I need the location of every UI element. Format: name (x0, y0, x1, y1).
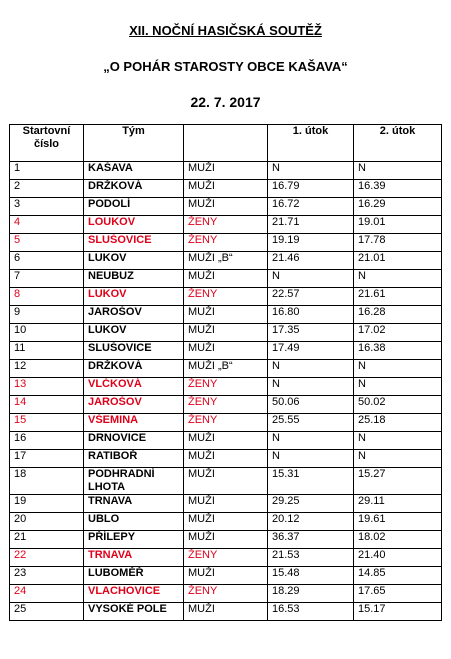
team-name-cell: KAŠAVA (84, 162, 184, 180)
attempt-1-cell: 29.25 (268, 495, 354, 513)
team-name-cell: UBLO (84, 513, 184, 531)
table-header-row (10, 125, 442, 162)
table-row (10, 324, 442, 342)
attempt-1-cell: N (268, 378, 354, 396)
attempt-1-cell: 20.12 (268, 513, 354, 531)
attempt-1-cell: 22.57 (268, 288, 354, 306)
attempt-1-cell: N (268, 270, 354, 288)
attempt-1-cell: N (268, 450, 354, 468)
category-cell: MUŽI (184, 432, 268, 450)
start-number-cell: 14 (10, 396, 84, 414)
team-name-cell: LUKOV (84, 324, 184, 342)
start-number-cell: 23 (10, 567, 84, 585)
start-number-cell: 15 (10, 414, 84, 432)
team-name-cell: JAROŠOV (84, 396, 184, 414)
attempt-2-cell: 50.02 (354, 396, 442, 414)
start-number-cell: 9 (10, 306, 84, 324)
start-number-cell: 3 (10, 198, 84, 216)
category-cell: MUŽI (184, 603, 268, 621)
start-number-cell: 17 (10, 450, 84, 468)
start-number-cell: 4 (10, 216, 84, 234)
table-row (10, 216, 442, 234)
attempt-1-cell: 18.29 (268, 585, 354, 603)
attempt-1-cell: 16.80 (268, 306, 354, 324)
attempt-1-cell: 21.71 (268, 216, 354, 234)
attempt-2-cell: 17.65 (354, 585, 442, 603)
header-attempt-1: 1. útok (268, 125, 354, 162)
start-number-cell: 11 (10, 342, 84, 360)
category-cell: MUŽI (184, 513, 268, 531)
attempt-2-cell: 21.01 (354, 252, 442, 270)
team-name-cell: LOUKOV (84, 216, 184, 234)
category-cell: MUŽI (184, 306, 268, 324)
table-row (10, 432, 442, 450)
start-number-cell: 18 (10, 468, 84, 495)
attempt-2-cell: 25.18 (354, 414, 442, 432)
attempt-2-cell: N (354, 378, 442, 396)
table-row (10, 450, 442, 468)
category-cell: ŽENY (184, 396, 268, 414)
table-row (10, 468, 442, 495)
attempt-2-cell: 21.40 (354, 549, 442, 567)
category-cell: ŽENY (184, 288, 268, 306)
category-cell: ŽENY (184, 414, 268, 432)
start-number-cell: 21 (10, 531, 84, 549)
team-name-cell: PŘÍLEPY (84, 531, 184, 549)
header-team: Tým (84, 125, 184, 162)
table-row (10, 396, 442, 414)
team-name-cell: RATIBOŘ (84, 450, 184, 468)
category-cell: ŽENY (184, 378, 268, 396)
competition-subtitle: „O POHÁR STAROSTY OBCE KAŠAVA“ (103, 59, 348, 74)
start-number-cell: 24 (10, 585, 84, 603)
results-table (9, 124, 442, 621)
team-name-cell: DRNOVICE (84, 432, 184, 450)
team-name-cell: SLUŠOVICE (84, 234, 184, 252)
category-cell: MUŽI (184, 324, 268, 342)
attempt-2-cell: 17.78 (354, 234, 442, 252)
team-name-cell: DRŽKOVÁ (84, 180, 184, 198)
category-cell: ŽENY (184, 549, 268, 567)
team-name-cell: TRNAVA (84, 495, 184, 513)
attempt-2-cell: 21.61 (354, 288, 442, 306)
table-row (10, 585, 442, 603)
table-row (10, 495, 442, 513)
category-cell: ŽENY (184, 216, 268, 234)
attempt-1-cell: 21.46 (268, 252, 354, 270)
attempt-2-cell: 19.61 (354, 513, 442, 531)
table-row (10, 342, 442, 360)
attempt-1-cell: 21.53 (268, 549, 354, 567)
table-row (10, 234, 442, 252)
start-number-cell: 7 (10, 270, 84, 288)
team-name-cell: VLACHOVICE (84, 585, 184, 603)
start-number-cell: 2 (10, 180, 84, 198)
category-cell: MUŽI (184, 495, 268, 513)
attempt-2-cell: 16.29 (354, 198, 442, 216)
attempt-1-cell: 36.37 (268, 531, 354, 549)
table-row (10, 603, 442, 621)
attempt-2-cell: 16.28 (354, 306, 442, 324)
attempt-2-cell: 14.85 (354, 567, 442, 585)
attempt-1-cell: 15.31 (268, 468, 354, 495)
attempt-2-cell: 15.27 (354, 468, 442, 495)
table-row (10, 414, 442, 432)
attempt-2-cell: 16.38 (354, 342, 442, 360)
attempt-1-cell: 16.53 (268, 603, 354, 621)
competition-date: 22. 7. 2017 (190, 94, 261, 110)
table-row (10, 567, 442, 585)
category-cell: MUŽI (184, 567, 268, 585)
team-name-cell: PODHRADNÍ LHOTA (84, 468, 184, 495)
team-name-cell: TRNAVA (84, 549, 184, 567)
category-cell: ŽENY (184, 585, 268, 603)
start-number-cell: 8 (10, 288, 84, 306)
attempt-2-cell: N (354, 432, 442, 450)
table-row (10, 513, 442, 531)
start-number-cell: 19 (10, 495, 84, 513)
start-number-cell: 13 (10, 378, 84, 396)
category-cell: MUŽI (184, 531, 268, 549)
category-cell: MUŽI (184, 162, 268, 180)
team-name-cell: SLUŠOVICE (84, 342, 184, 360)
team-name-cell: JAROŠOV (84, 306, 184, 324)
attempt-2-cell: 15.17 (354, 603, 442, 621)
table-row (10, 252, 442, 270)
team-name-cell: VYSOKÉ POLE (84, 603, 184, 621)
attempt-1-cell: 16.72 (268, 198, 354, 216)
category-cell: MUŽI (184, 180, 268, 198)
attempt-1-cell: 17.35 (268, 324, 354, 342)
attempt-1-cell: 17.49 (268, 342, 354, 360)
team-name-cell: DRŽKOVÁ (84, 360, 184, 378)
header-start-number: Startovní číslo (10, 125, 84, 162)
attempt-2-cell: N (354, 450, 442, 468)
table-row (10, 270, 442, 288)
header-attempt-2: 2. útok (354, 125, 442, 162)
attempt-1-cell: 19.19 (268, 234, 354, 252)
category-cell: MUŽI „B“ (184, 252, 268, 270)
table-row (10, 531, 442, 549)
table-row (10, 180, 442, 198)
team-name-cell: VLČKOVÁ (84, 378, 184, 396)
start-number-cell: 22 (10, 549, 84, 567)
attempt-2-cell: N (354, 360, 442, 378)
table-row (10, 549, 442, 567)
competition-title: XII. NOČNÍ HASIČSKÁ SOUTĚŽ (129, 23, 322, 38)
category-cell: ŽENY (184, 234, 268, 252)
start-number-cell: 6 (10, 252, 84, 270)
table-row (10, 162, 442, 180)
table-row (10, 360, 442, 378)
category-cell: MUŽI (184, 450, 268, 468)
start-number-cell: 1 (10, 162, 84, 180)
attempt-1-cell: 15.48 (268, 567, 354, 585)
table-row (10, 198, 442, 216)
attempt-2-cell: 18.02 (354, 531, 442, 549)
team-name-cell: VŠEMINA (84, 414, 184, 432)
table-row (10, 306, 442, 324)
attempt-1-cell: 16.79 (268, 180, 354, 198)
start-number-cell: 25 (10, 603, 84, 621)
table-row (10, 378, 442, 396)
category-cell: MUŽI (184, 342, 268, 360)
attempt-2-cell: 19.01 (354, 216, 442, 234)
category-cell: MUŽI (184, 270, 268, 288)
start-number-cell: 10 (10, 324, 84, 342)
attempt-2-cell: 29.11 (354, 495, 442, 513)
category-cell: MUŽI (184, 198, 268, 216)
team-name-cell: PODOLÍ (84, 198, 184, 216)
start-number-cell: 12 (10, 360, 84, 378)
attempt-2-cell: 17.02 (354, 324, 442, 342)
start-number-cell: 16 (10, 432, 84, 450)
attempt-2-cell: 16.39 (354, 180, 442, 198)
attempt-1-cell: N (268, 432, 354, 450)
attempt-2-cell: N (354, 162, 442, 180)
category-cell: MUŽI (184, 468, 268, 495)
start-number-cell: 5 (10, 234, 84, 252)
attempt-2-cell: N (354, 270, 442, 288)
category-cell: MUŽI „B“ (184, 360, 268, 378)
start-number-cell: 20 (10, 513, 84, 531)
team-name-cell: LUKOV (84, 288, 184, 306)
attempt-1-cell: N (268, 162, 354, 180)
team-name-cell: LUBOMĚŘ (84, 567, 184, 585)
team-name-cell: NEUBUZ (84, 270, 184, 288)
table-row (10, 288, 442, 306)
attempt-1-cell: N (268, 360, 354, 378)
team-name-cell: LUKOV (84, 252, 184, 270)
attempt-1-cell: 50.06 (268, 396, 354, 414)
attempt-1-cell: 25.55 (268, 414, 354, 432)
header-category (184, 125, 268, 162)
